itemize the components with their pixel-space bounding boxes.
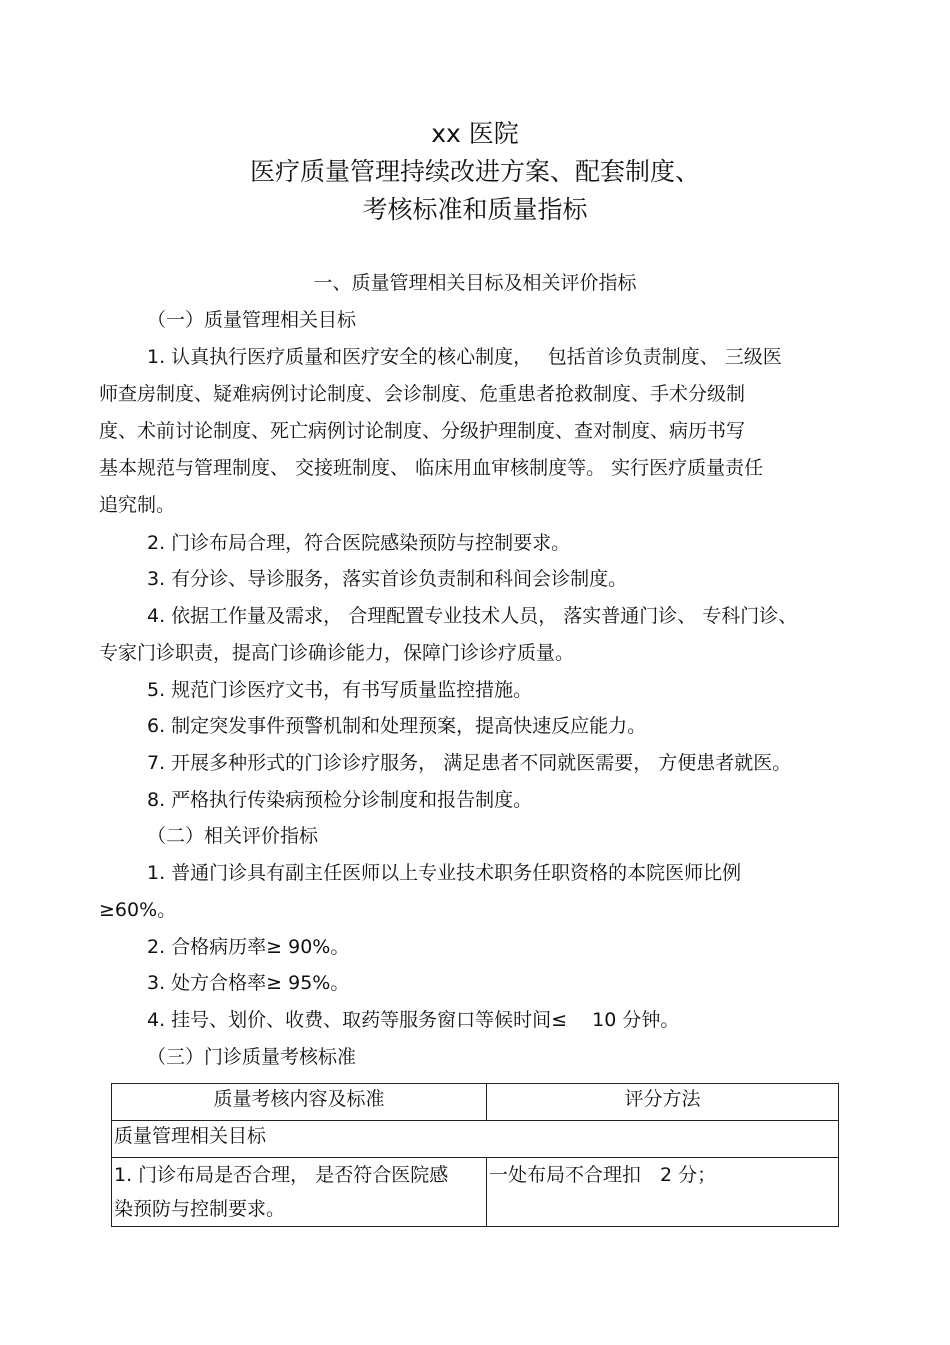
section-heading-1: 一、质量管理相关目标及相关评价指标 — [313, 272, 637, 294]
table-group-row — [112, 1121, 839, 1158]
indicator-4: 4. 挂号、划价、收费、取药等服务窗口等候时间≤ 10 分钟。 — [147, 1009, 680, 1031]
table-header-content: 质量考核内容及标准 — [112, 1084, 487, 1121]
goal-1-line-3: 度、术前讨论制度、死亡病例讨论制度、分级护理制度、查对制度、病历书写 — [99, 420, 746, 442]
goal-5: 5. 规范门诊医疗文书，有书写质量监控措施。 — [147, 679, 533, 701]
table-header-scoring: 评分方法 — [487, 1084, 839, 1121]
assessment-table — [111, 1083, 839, 1227]
goal-3: 3. 有分诊、导诊服务，落实首诊负责制和科间会诊制度。 — [147, 568, 628, 590]
subsection-heading-standards: （三）门诊质量考核标准 — [147, 1046, 357, 1068]
indicator-2: 2. 合格病历率≥ 90%。 — [147, 936, 350, 958]
table-cell-content — [112, 1158, 487, 1227]
indicator-1-line-2: ≥60%。 — [99, 899, 177, 921]
subsection-heading-indicators: （二）相关评价指标 — [147, 825, 319, 847]
document-title-hospital: xx 医院 — [431, 119, 519, 148]
goal-4-line-2: 专家门诊职责，提高门诊确诊能力，保障门诊诊疗质量。 — [99, 642, 575, 664]
goal-1-line-5: 追究制。 — [99, 494, 176, 516]
goal-1-line-1: 1. 认真执行医疗质量和医疗安全的核心制度， 包括首诊负责制度、 三级医 — [147, 346, 782, 368]
goal-2: 2. 门诊布局合理，符合医院感染预防与控制要求。 — [147, 532, 571, 554]
goal-1-line-4: 基本规范与管理制度、 交接班制度、 临床用血审核制度等。 实行医疗质量责任 — [99, 457, 764, 479]
indicator-3: 3. 处方合格率≥ 95%。 — [147, 972, 350, 994]
subsection-heading-goals: （一）质量管理相关目标 — [147, 309, 357, 331]
document-title-line-2: 医疗质量管理持续改进方案、配套制度、 — [249, 157, 700, 186]
table-row — [112, 1158, 839, 1227]
goal-4-line-1: 4. 依据工作量及需求， 合理配置专业技术人员， 落实普通门诊、 专科门诊、 — [147, 605, 798, 627]
table-cell-content-line-2: 染预防与控制要求。 — [114, 1198, 286, 1220]
table-cell-score: 一处布局不合理扣 2 分； — [487, 1158, 839, 1227]
goal-7: 7. 开展多种形式的门诊诊疗服务， 满足患者不同就医需要， 方便患者就医。 — [147, 752, 792, 774]
goal-8: 8. 严格执行传染病预检分诊制度和报告制度。 — [147, 789, 533, 811]
table-cell-content-line-1: 1. 门诊布局是否合理， 是否符合医院感 — [114, 1164, 449, 1186]
table-group-label: 质量管理相关目标 — [112, 1121, 839, 1158]
table-header-row — [112, 1084, 839, 1121]
goal-1-line-2: 师查房制度、疑难病例讨论制度、会诊制度、危重患者抢救制度、手术分级制 — [99, 383, 746, 405]
indicator-1-line-1: 1. 普通门诊具有副主任医师以上专业技术职务任职资格的本院医师比例 — [147, 862, 742, 884]
document-title-line-3: 考核标准和质量指标 — [362, 195, 588, 224]
goal-6: 6. 制定突发事件预警机制和处理预案，提高快速反应能力。 — [147, 715, 647, 737]
